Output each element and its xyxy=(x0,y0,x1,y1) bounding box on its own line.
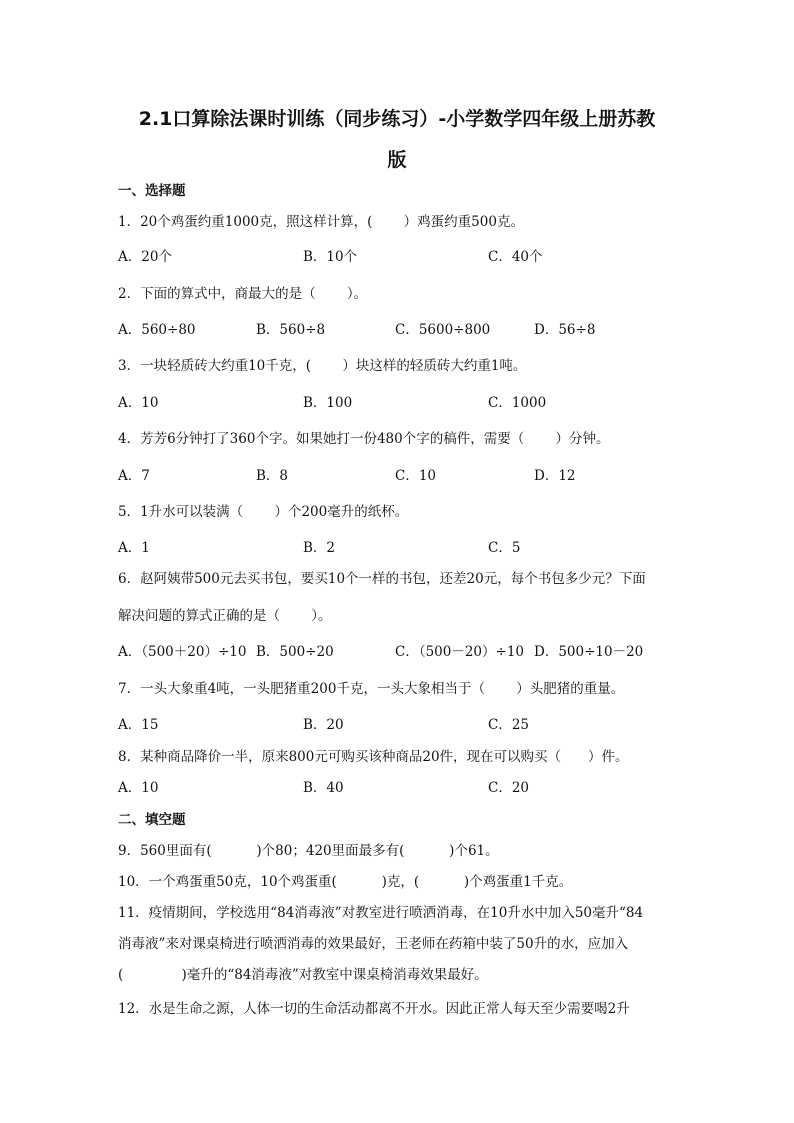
question-7-stem: 7．一头大象重4吨，一头肥猪重200千克，一头大象相当于（ ）头肥猪的重量。 xyxy=(118,681,625,697)
question-6-stem-line-1: 6．赵阿姨带500元去买书包，要买10个一样的书包，还差20元，每个书包多少元？下面 xyxy=(118,571,646,587)
question-1-stem: 1．20个鸡蛋约重1000克，照这样计算，( ）鸡蛋约重500克。 xyxy=(118,214,524,230)
question-2-option-c: C．5600÷800 xyxy=(395,322,491,338)
question-5-option-c: C．5 xyxy=(488,540,521,556)
question-9: 9．560里面有( )个80；420里面最多有( )个61。 xyxy=(118,843,499,859)
page-title: 2.1口算除法课时训练（同步练习）-小学数学四年级上册苏教 xyxy=(138,108,656,130)
question-4-option-a: A．7 xyxy=(118,468,150,484)
question-1-option-b: B．10个 xyxy=(303,249,358,265)
question-8-stem: 8．某种商品降价一半，原来800元可购买该种商品20件，现在可以购买（ ）件。 xyxy=(118,749,629,765)
question-1-option-a: A．20个 xyxy=(118,249,172,265)
question-1-option-c: C．40个 xyxy=(488,249,543,265)
question-3-option-b: B．100 xyxy=(303,395,353,411)
question-7-option-a: A．15 xyxy=(118,717,159,733)
page-title-continuation: 版 xyxy=(387,149,407,171)
question-12-line-1: 12．水是生命之源，人体一切的生命活动都离不开水。因此正常人每天至少需要喝2升 xyxy=(118,1001,630,1017)
question-6-stem-line-2: 解决问题的算式正确的是（ ）。 xyxy=(118,608,332,624)
question-4-option-b: B．8 xyxy=(256,468,289,484)
question-11-line-2: 消毒液”来对课桌椅进行喷洒消毒的效果最好，王老师在药箱中装了50升的水，应加入 xyxy=(118,936,629,952)
question-6-option-a: A．（500＋20）÷10 xyxy=(118,644,247,660)
question-8-option-c: C．20 xyxy=(488,780,530,796)
question-7-option-b: B．20 xyxy=(303,717,344,733)
question-2-option-d: D．56÷8 xyxy=(534,322,596,338)
question-2-option-a: A．560÷80 xyxy=(118,322,196,338)
question-6-option-d: D．500÷10－20 xyxy=(534,644,644,660)
question-7-option-c: C．25 xyxy=(488,717,530,733)
question-4-option-c: C．10 xyxy=(395,468,437,484)
question-3-option-a: A．10 xyxy=(118,395,159,411)
question-11-line-3: ( )毫升的“84消毒液”对教室中课桌椅消毒效果最好。 xyxy=(118,967,488,983)
question-10: 10．一个鸡蛋重50克，10个鸡蛋重( )克，( )个鸡蛋重1千克。 xyxy=(118,874,573,890)
question-4-stem: 4．芳芳6分钟打了360个字。如果她打一份480个字的稿件，需要（ ）分钟。 xyxy=(118,431,610,447)
question-5-stem: 5．1升水可以装满（ ）个200毫升的纸杯。 xyxy=(118,504,409,520)
question-2-option-b: B．560÷8 xyxy=(256,322,326,338)
question-8-option-a: A．10 xyxy=(118,780,159,796)
section-heading-fill-in-blank: 二、填空题 xyxy=(118,812,186,828)
question-4-option-d: D．12 xyxy=(534,468,576,484)
question-5-option-a: A．1 xyxy=(118,540,150,556)
question-3-stem: 3．一块轻质砖大约重10千克，( ）块这样的轻质砖大约重1吨。 xyxy=(118,358,527,374)
question-3-option-c: C．1000 xyxy=(488,395,547,411)
question-2-stem: 2．下面的算式中，商最大的是（ ）。 xyxy=(118,286,368,302)
question-5-option-b: B．2 xyxy=(303,540,336,556)
question-6-option-c: C．（500－20）÷10 xyxy=(395,644,525,660)
question-11-line-1: 11．疫情期间，学校选用“84消毒液”对教室进行喷洒消毒，在10升水中加入50毫升“84 xyxy=(118,905,644,921)
question-6-option-b: B．500÷20 xyxy=(256,644,334,660)
section-heading-multiple-choice: 一、选择题 xyxy=(118,183,186,199)
question-8-option-b: B．40 xyxy=(303,780,344,796)
